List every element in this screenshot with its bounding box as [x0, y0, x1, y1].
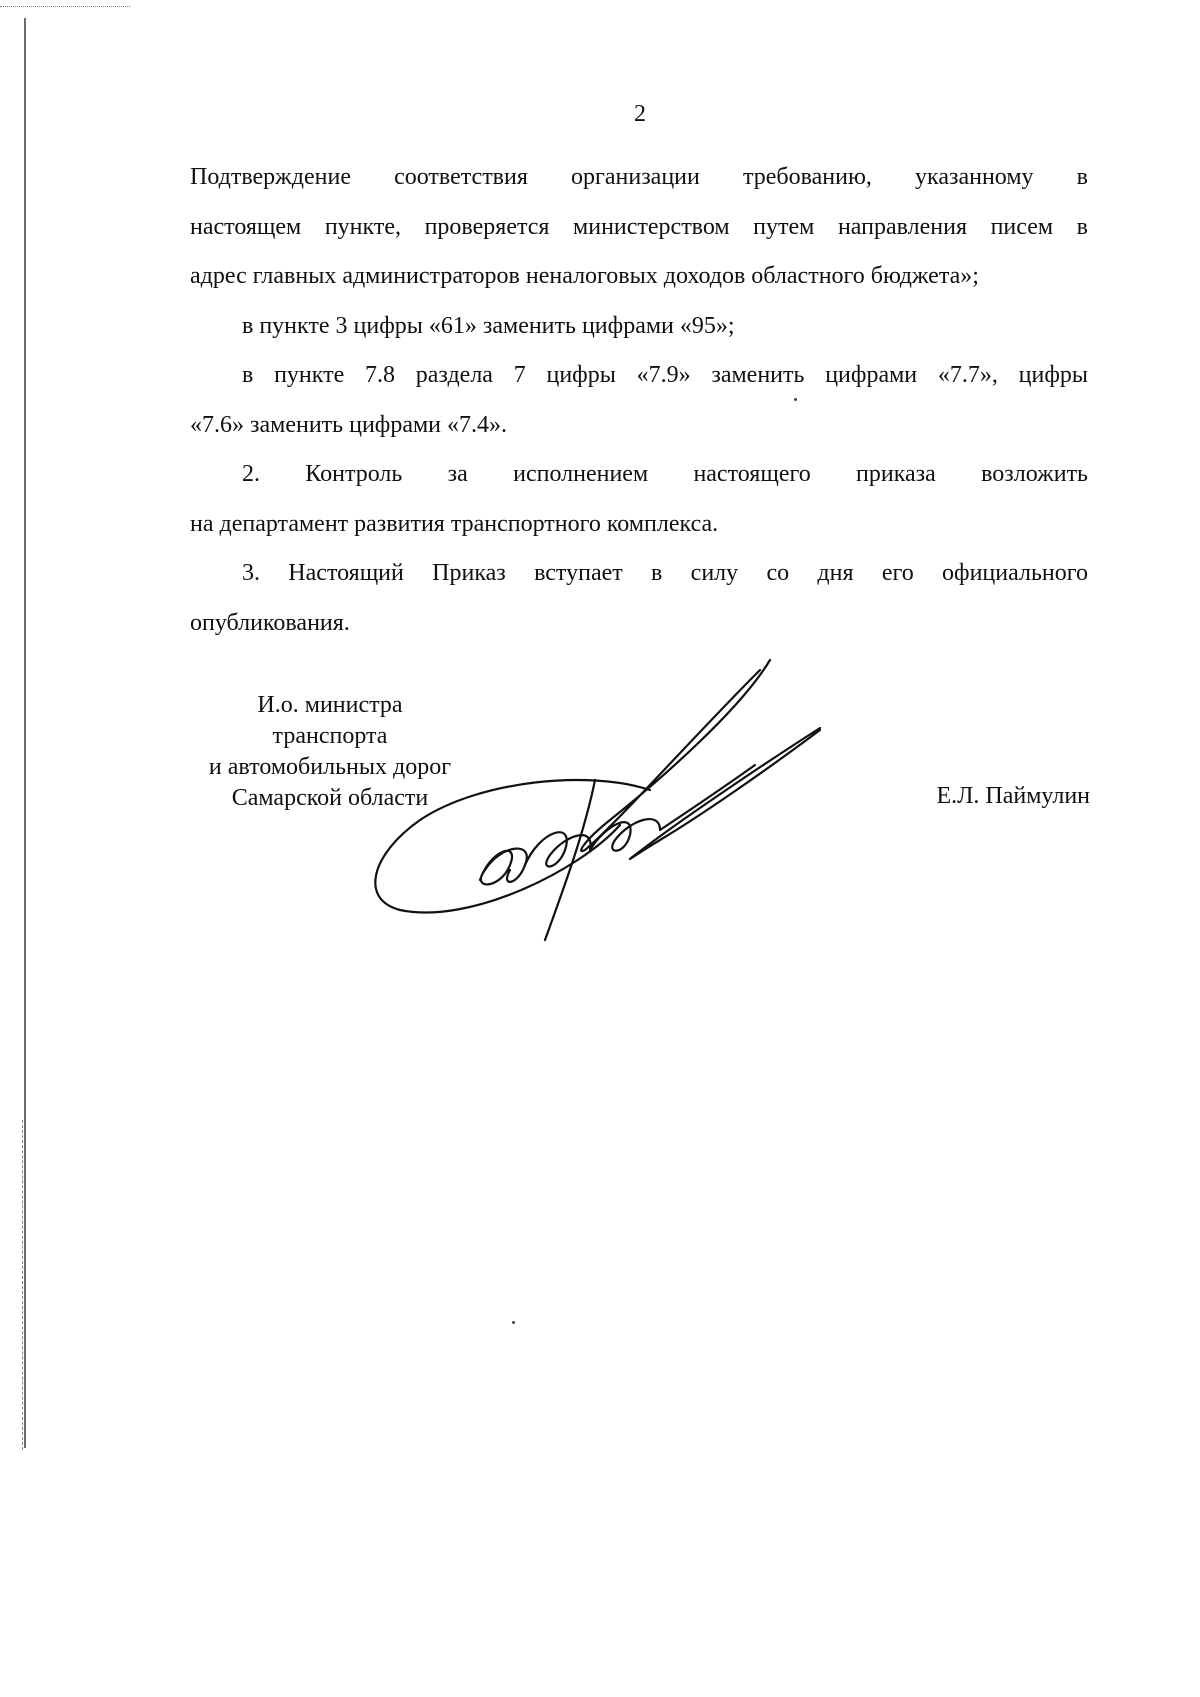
page-number: 2 — [634, 101, 646, 127]
paragraph-line: в пункте 7.8 раздела 7 цифры «7.9» заменить цифрами «7.7», цифры — [242, 362, 1088, 388]
paragraph-line: «7.6» заменить цифрами «7.4». — [190, 411, 508, 438]
paragraph-line: настоящем пункте, проверяется министерством путем направления писем в — [190, 213, 1088, 240]
scan-artifact-top — [0, 0, 130, 7]
signatory-title-line: Самарской области — [231, 785, 429, 811]
scan-speck — [794, 398, 797, 401]
signatory-title-line: И.о. министра — [257, 692, 403, 718]
paragraph-point-3 — [190, 302, 1088, 352]
paragraph-line: 3. Настоящий Приказ вступает в силу со дня его официального — [242, 560, 1088, 586]
paragraph-line: 2. Контроль за исполнением настоящего приказа возложить — [242, 461, 1088, 487]
scan-edge-line — [24, 18, 26, 1448]
paragraph-line: на департамент развития транспортного комплекса. — [190, 510, 719, 537]
signatory-title-line: транспорта — [272, 723, 388, 749]
paragraph-item-2 — [190, 450, 1088, 549]
paragraph-line: опубликования. — [190, 609, 350, 636]
scan-speck — [512, 1321, 515, 1324]
scan-edge-dashes — [22, 1120, 23, 1450]
paragraph-confirmation — [190, 153, 1088, 302]
paragraph-item-3 — [190, 549, 1088, 648]
paragraph-point-7-8 — [190, 351, 1088, 450]
handwritten-signature — [360, 650, 830, 950]
signatory-title-line: и автомобильных дорог — [208, 754, 452, 780]
signer-name: Е.Л. Паймулин — [936, 783, 1090, 809]
paragraph-line: Подтверждение соответствия организации требованию, указанному в — [190, 164, 1088, 190]
paragraph-line: адрес главных администраторов неналоговых доходов областного бюджета»; — [190, 263, 979, 289]
paragraph-line: в пункте 3 цифры «61» заменить цифрами «95»; — [242, 312, 735, 339]
document-body — [190, 153, 1088, 648]
